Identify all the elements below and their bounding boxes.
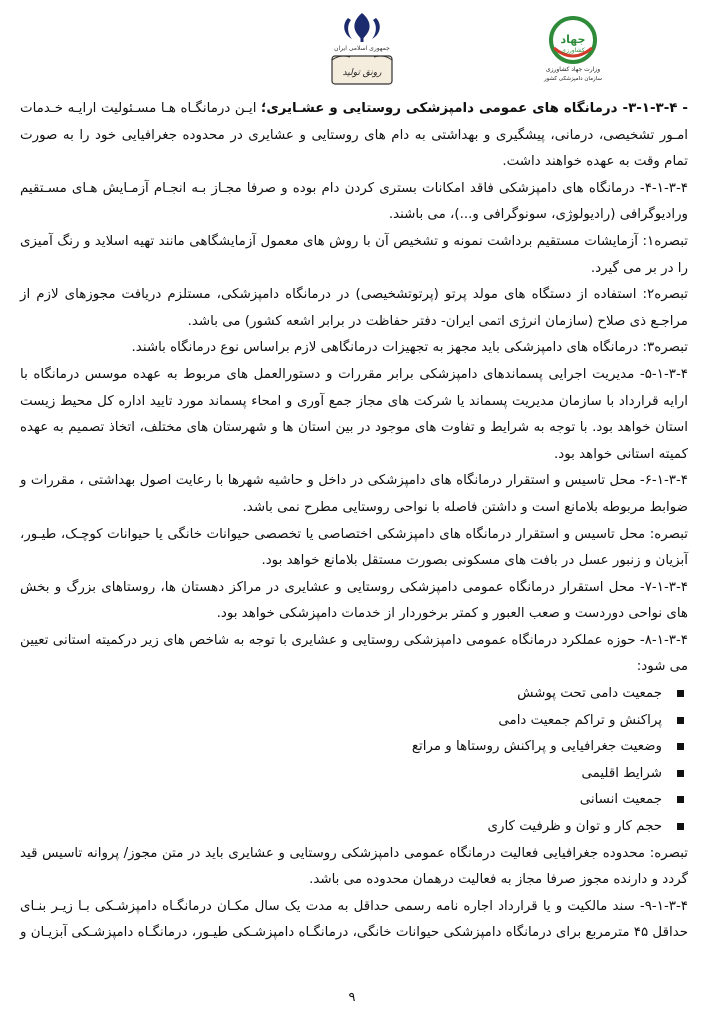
list-item-text: شرایط اقلیمی bbox=[581, 765, 662, 781]
list-item bbox=[20, 681, 666, 708]
section-3-text: ایـن درمانگـاه هـا مسـئولیت ارایـه خـدمات امـور تشخیصی، درمانی، پیشگیری و بهداشتی به دام های روستایی و عشایری در محدوده جغرافیایی خود را به صورت تمام وقت به عهده خواهند داشت. bbox=[20, 101, 688, 170]
section-9: ۹-۱-۳-۴- سند مالکیت و یا قرارداد اجاره نامه رسمی حداقل به مدت یک سال مکـان درمانگـاه دامپزشـکی بـا زیـر بنـای حداقل ۴۵ مترمربع برای درمانگاه دامپزشکی حیوانات خانگی، درمانگـاه دامپزشـکی طیـور، درمانگـاه دامپزشـکی آبزیـان و bbox=[20, 898, 688, 941]
square-bullet-icon bbox=[677, 770, 684, 777]
keshavarzi-word: کشاورزی bbox=[561, 47, 585, 54]
page-number: ۹ bbox=[348, 990, 356, 1005]
ronagh-tolid-text: رونق تولید bbox=[342, 68, 382, 78]
iran-emblem-icon bbox=[320, 10, 404, 88]
list-item bbox=[20, 814, 666, 841]
section-3-heading: - ۳-۱-۳-۴- درمانگاه های عمومی دامپزشکی روستایی و عشـایری؛ bbox=[261, 101, 688, 116]
note-3: تبصره۳: درمانگاه های دامپزشکی باید مجهز به تجهیزات درمانگاهی لازم براساس نوع درمانگاه باشند. bbox=[131, 340, 688, 356]
jahad-word: جهاد bbox=[560, 33, 586, 46]
page-header bbox=[0, 6, 704, 86]
note-section-8: تبصره: محدوده جغرافیایی فعالیت درمانگاه عمومی دامپزشکی روستایی و عشایری باید در متن مجوز/ پروانه تاسیس قید گردد و دارنده مجوز صرفا مجاز به فعالیت درهمان محدوده می باشد. bbox=[20, 845, 688, 888]
criteria-list bbox=[20, 681, 688, 841]
list-item bbox=[20, 708, 666, 735]
ministry-caption: وزارت جهاد کشاورزی bbox=[545, 66, 601, 73]
list-item-text: پراکنش و تراکم جمعیت دامی bbox=[498, 712, 662, 728]
list-item bbox=[20, 787, 666, 814]
organization-caption: سازمان دامپزشکی کشور bbox=[544, 76, 602, 82]
square-bullet-icon bbox=[677, 690, 684, 697]
list-item-text: حجم کار و توان و ظرفیت کاری bbox=[487, 819, 662, 835]
document-body bbox=[20, 96, 688, 947]
note-2: تبصره۲: استفاده از دستگاه های مولد پرتو (پرتوتشخیصی) در درمانگاه دامپزشکی، مستلزم دریافت مجوزهای لازم از مراجـع ذی صلاح (سازمان انرژی اتمی ایران- دفتر حفاظت در برابر اشعه کشور) می باشد. bbox=[20, 287, 688, 329]
note-1: تبصره۱: آزمایشات مستقیم برداشت نمونه و تشخیص آن با روش های معمول آزمایشگاهی مانند تهیه اسلاید و رنگ آمیزی را در بر می گیرد. bbox=[20, 233, 688, 276]
list-item bbox=[20, 761, 666, 788]
section-5: ۵-۱-۳-۴- مدیریت اجرایی پسماندهای دامپزشکی برابر مقررات و دستورالعمل های مربوط به عهده موسس درمانگاه با ارایه قرارداد با سازمان مدیریت پسماند یا شرکت های مجاز جمع آوری و امحاء پسماند مورد تایید اداره کل محیط زیست استان خواهد بود. با توجه به شرایط و تفاوت های موجود در بین استان ها و شهرستان های مختلف، اتخاذ تصمیم به عهده کمیته استانی خواهد بود. bbox=[20, 366, 688, 462]
list-item-text: جمعیت انسانی bbox=[579, 792, 662, 808]
iran-emblem-logo bbox=[320, 10, 404, 88]
section-7: ۷-۱-۳-۴- محل استقرار درمانگاه عمومی دامپزشکی روستایی و عشایری در مراکز دهستان ها، روستاهای بزرگ و بخش های نواحی دوردست و صعب العبور و کمتر برخوردار از خدمات دامپزشکی خواهد بود. bbox=[20, 579, 688, 622]
jahad-keshavarzi-logo bbox=[540, 12, 606, 84]
note-section-6: تبصره: محل تاسیس و استقرار درمانگاه های دامپزشکی اختصاصی یا تخصصی حیوانات خانگی یا حیوانات کوچـک، طیـور، آبزیان و زنبور عسل در بافت های مسکونی بصورت مستقل بلامانع خواهد بود. bbox=[20, 526, 688, 569]
section-6: ۶-۱-۳-۴- محل تاسیس و استقرار درمانگاه های دامپزشکی در داخل و حاشیه شهرها با رعایت اصول بهداشتی ، مقررات و ضوابط مربوطه بلامانع است و داشتن فاصله با نواحی روستایی مطرح نمی باشد. bbox=[20, 473, 688, 515]
list-item bbox=[20, 734, 666, 761]
emblem-caption: جمهوری اسلامی ایران bbox=[334, 45, 390, 52]
jahad-logo-icon bbox=[540, 12, 606, 84]
section-8: ۸-۱-۳-۴- حوزه عملکرد درمانگاه عمومی دامپزشکی روستایی و عشایری با توجه به شاخص های زیر درکمیته استانی تعیین می شود: bbox=[20, 632, 688, 675]
section-3 bbox=[20, 96, 688, 176]
square-bullet-icon bbox=[677, 717, 684, 724]
list-item-text: وضعیت جغرافیایی و پراکنش روستاها و مراتع bbox=[411, 739, 662, 755]
square-bullet-icon bbox=[677, 743, 684, 750]
section-4: ۴-۱-۳-۴- درمانگاه های دامپزشکی فاقد امکانات بستری کردن دام بوده و صرفا مجـاز بـه انجـام آزمـایش هـای مسـتقیم ورادیوگرافی (رادیولوژی، سونوگرافی و...)، می باشند. bbox=[20, 180, 688, 223]
list-item-text: جمعیت دامی تحت پوشش bbox=[517, 686, 662, 702]
square-bullet-icon bbox=[677, 823, 684, 830]
square-bullet-icon bbox=[677, 796, 684, 803]
